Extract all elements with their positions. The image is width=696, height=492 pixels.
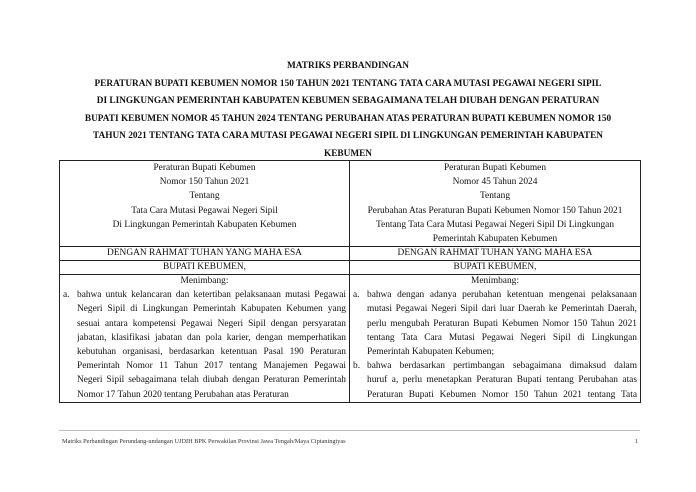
header-line: Di Lingkungan Pemerintah Kabupaten Kebumen: [112, 219, 297, 230]
text-line: kebutuhan organisasi, berdasarkan ketentuan Pasal 190 Peraturan: [77, 347, 346, 358]
menimbang-heading: Menimbang:: [471, 276, 519, 287]
text-line: Nomor 17 Tahun 2020 tentang Perubahan atas Peraturan: [77, 389, 289, 400]
text-line: mutasi Pegawai Negeri Sipil dari luar Daerah ke Pemerintah Daerah,: [367, 304, 637, 315]
title-line: TAHUN 2021 TENTANG TATA CARA MUTASI PEGAWAI NEGERI SIPIL DI LINGKUNGAN PEMERINTAH KABUPATEN: [92, 131, 603, 142]
item-label: a.: [353, 290, 360, 301]
footer-text: Matriks Perbandingan Perundang-undangan UJDIH BPK Perwakilan Provinsi Jawa Tengah/Maya Ciptaningtyas: [62, 438, 346, 445]
item-text: [367, 288, 640, 359]
text-line: jabatan, klasifikasi jabatan dan pola karier, dengan memperhatikan: [77, 332, 346, 343]
header-line: Tentang Tata Cara Mutasi Pegawai Negeri Sipil Di Lingkungan: [375, 219, 615, 230]
header-line: Peraturan Bupati Kebumen: [443, 163, 547, 173]
right-opening: DENGAN RAHMAT TUHAN YANG MAHA ESA: [350, 247, 641, 261]
title-line: DI LINGKUNGAN PEMERINTAH KABUPATEN KEBUMEN SEBAGAIMANA TELAH DIUBAH DENGAN PERATURAN: [96, 96, 600, 107]
table-row: [60, 261, 641, 275]
comparison-table: [59, 160, 641, 403]
title-line: BUPATI KEBUMEN NOMOR 45 TAHUN 2024 TENTANG PERUBAHAN ATAS PERATURAN BUPATI KEBUMEN NOMOR 150: [84, 113, 612, 124]
text-line: Pemerintah Nomor 11 Tahun 2017 tentang Manajemen Pegawai: [77, 361, 346, 372]
title-line: MATRIKS PERBANDINGAN: [287, 61, 409, 71]
left-bupati: BUPATI KEBUMEN,: [60, 261, 350, 275]
header-line: Tentang: [479, 191, 511, 202]
footer-divider: [59, 430, 640, 431]
text-line: perlu mengubah Peraturan Bupati Kebumen Nomor 150 Tahun 2021: [367, 318, 637, 329]
header-line: Peraturan Bupati Kebumen: [153, 163, 256, 173]
title-line: KEBUMEN: [323, 148, 373, 159]
header-line: Tata Cara Mutasi Pegawai Negeri Sipil: [131, 205, 278, 216]
text-line: huruf a, perlu menetapkan Peraturan Bupati tentang Perubahan atas: [367, 375, 637, 386]
table-row: [60, 247, 641, 261]
text-line: bahwa untuk kelancaran dan ketertiban pelaksanaan mutasi Pegawai: [77, 290, 346, 301]
text-line: Peraturan Bupati Kebumen Nomor 150 Tahun 2021 tentang Tata: [367, 389, 637, 400]
header-line: Nomor 45 Tahun 2024: [452, 177, 538, 188]
item-label: b.: [353, 361, 361, 372]
left-menimbang-cell: [60, 275, 350, 403]
header-line: Tentang: [189, 191, 220, 202]
text-line: Negeri Sipil sebagaimana telah diubah dengan Peraturan Pemerintah: [77, 375, 346, 386]
text-line: bahwa berdasarkan pertimbangan sebagaimana dimaksud dalam: [367, 361, 637, 372]
right-bupati: BUPATI KEBUMEN,: [350, 261, 641, 275]
list-item: [60, 288, 349, 402]
text-line: Pemerintah Kabupaten Kebumen;: [367, 347, 495, 358]
item-label: a.: [63, 290, 70, 301]
right-header: [350, 161, 641, 247]
text-line: sesuai antara kompetensi Pegawai Negeri Sipil dengan persyaratan: [77, 318, 346, 329]
header-line: Pemerintah Kabupaten Kebumen: [432, 234, 558, 245]
item-text: [367, 359, 640, 402]
text-line: bahwa dengan adanya perubahan ketentuan mengenai pelaksanaan: [367, 290, 637, 301]
title-line: PERATURAN BUPATI KEBUMEN NOMOR 150 TAHUN 2021 TENTANG TATA CARA MUTASI PEGAWAI NEGERI SIPIL: [94, 78, 602, 89]
list-item: [350, 359, 640, 402]
table-row: [60, 275, 641, 403]
menimbang-heading: Menimbang:: [180, 276, 229, 287]
header-line: Perubahan Atas Peraturan Bupati Kebumen Nomor 150 Tahun 2021: [367, 205, 623, 216]
list-item: [350, 288, 640, 359]
header-line: Nomor 150 Tahun 2021: [159, 177, 250, 188]
table-row: [60, 161, 641, 247]
left-opening: DENGAN RAHMAT TUHAN YANG MAHA ESA: [60, 247, 350, 261]
left-header: [60, 161, 350, 247]
right-menimbang-cell: [350, 275, 641, 403]
text-line: tentang Tata Cara Mutasi Pegawai Negeri Sipil di Lingkungan: [367, 332, 637, 343]
text-line: Negeri Sipil di Lingkungan Pemerintah Kabupaten Kebumen yang: [77, 304, 346, 315]
document-title: [40, 58, 656, 164]
page-number: 1: [634, 438, 638, 445]
item-text: [77, 288, 349, 402]
